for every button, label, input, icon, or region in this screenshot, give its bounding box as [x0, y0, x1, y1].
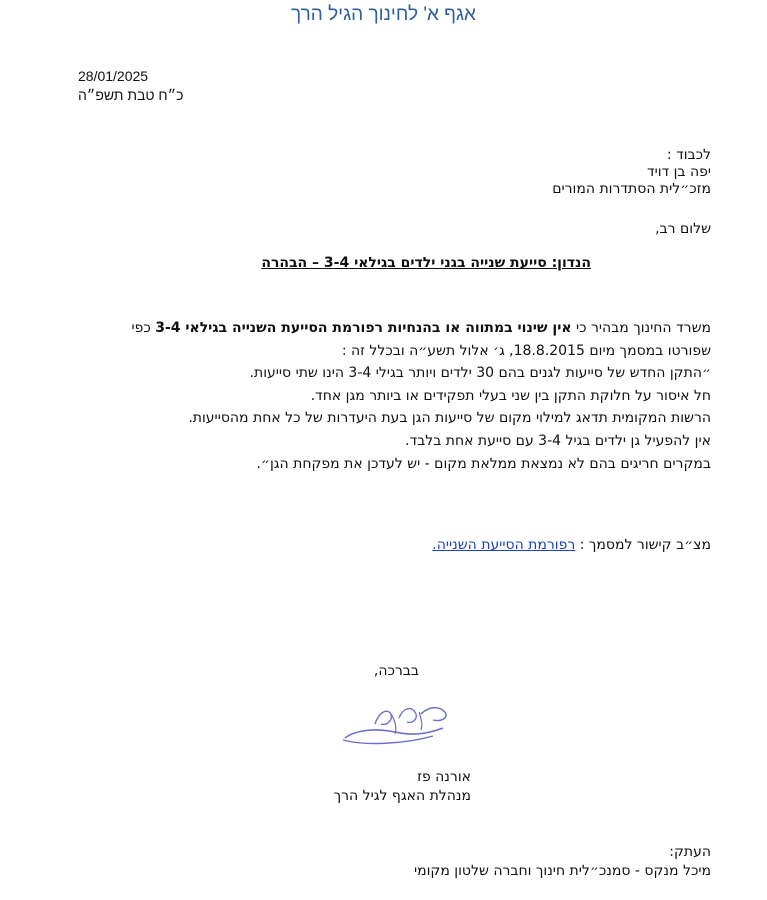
signer-block — [334, 768, 471, 806]
recipient-block — [552, 147, 711, 198]
subject-line: הנדון: סייעת שנייה בגני ילדים בגילאי 3-4 – הבהרה — [261, 255, 591, 271]
signer-title: מנהלת האגף לגיל הרך — [333, 788, 471, 804]
signer-name: אורנה פז — [417, 769, 471, 785]
attachment-line — [432, 537, 711, 553]
body-line-1 — [71, 317, 711, 340]
body-point: במקרים חריגים בהם לא נמצאת ממלאת מקום - יש לעדכן את מפקחת הגן״. — [256, 455, 711, 472]
body-line-2: שפורטו במסמך מיום 18.8.2015, ג׳ אלול תשע״ה ובכלל זה : — [341, 342, 711, 359]
letter-body — [71, 317, 711, 475]
body-line-1-start: משרד החינוך מבהיר כי — [571, 320, 711, 336]
closing-blessing: בברכה, — [373, 663, 419, 679]
body-point: ״התקן החדש של סייעות לגנים בהם 30 ילדים ויותר בגילי 3-4 הינו שתי סייעות. — [249, 365, 711, 382]
signature-image — [335, 694, 460, 760]
body-line-1-end: כפי — [131, 320, 156, 336]
body-point: הרשות המקומית תדאג למילוי מקום של סייעות הגן בעת היעדרות של כל אחת מהסייעות. — [188, 410, 711, 427]
attachment-link[interactable]: רפורמת הסייעת השנייה. — [432, 537, 576, 553]
recipient-prefix: לכבוד : — [666, 147, 711, 163]
hebrew-date: כ״ח טבת תשפ״ה — [78, 87, 184, 103]
recipient-role: מזכ״לית הסתדרות המורים — [552, 181, 711, 197]
cc-line: מיכל מנקס - סמנכ״לית חינוך וחברה שלטון מקומי — [413, 863, 711, 879]
department-header: אגף א' לחינוך הגיל הרך — [291, 4, 476, 25]
date-block — [78, 67, 183, 105]
attachment-label: מצ״ב קישור למסמך : — [579, 537, 711, 553]
gregorian-date: 28/01/2025 — [78, 68, 149, 84]
greeting: שלום רב, — [655, 221, 711, 237]
body-point: חל איסור על חלוקת התקן בין שני בעלי תפקידים או ביותר מגן אחד. — [310, 387, 711, 404]
body-line-1-bold: אין שינוי במתווה או בהנחיות רפורמת הסייעת השנייה בגילאי 3-4 — [155, 320, 572, 336]
cc-block — [414, 843, 711, 881]
body-point: אין להפעיל גן ילדים בגיל 3-4 עם סייעת אחת בלבד. — [405, 432, 711, 449]
recipient-name: יפה בן דויד — [646, 164, 711, 180]
cc-label: העתק: — [669, 844, 711, 860]
